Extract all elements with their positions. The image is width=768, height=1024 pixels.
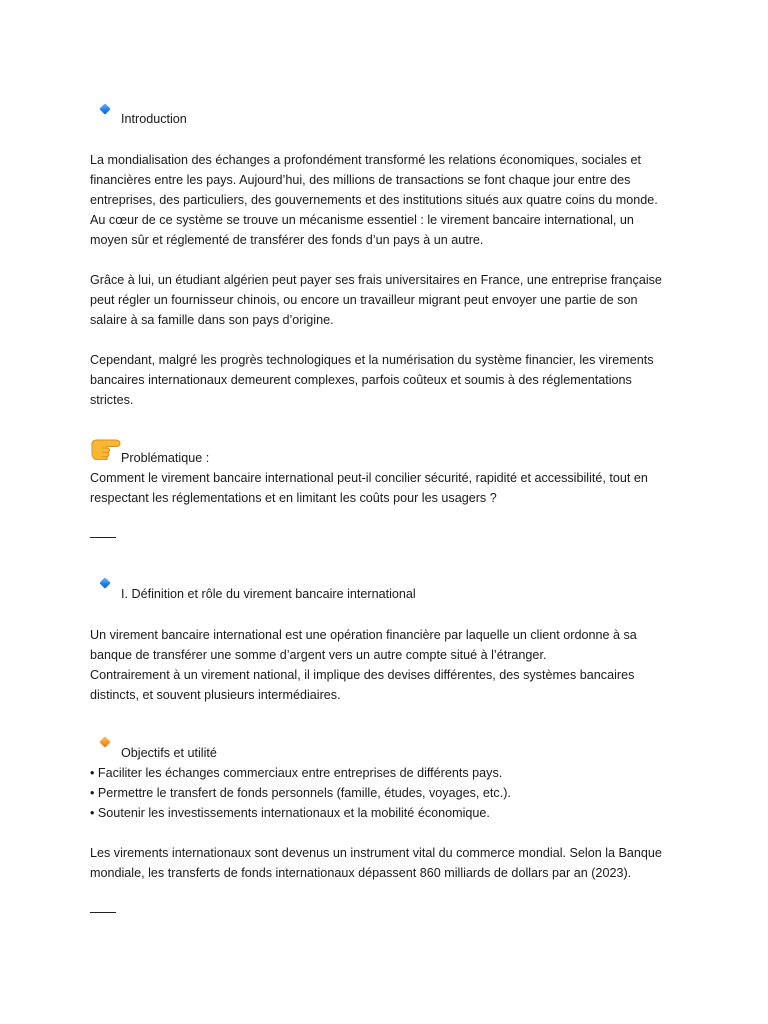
orange-diamond-icon [99,736,110,747]
text-line: salaire à sa famille dans son pays d’origine. [90,313,334,327]
problematique-question [90,468,680,508]
list-item: • Faciliter les échanges commerciaux entre entreprises de différents pays. [90,766,503,780]
text-line: respectant les réglementations et en limitant les coûts pour les usagers ? [90,491,497,505]
introduction-heading: Introduction [121,112,187,126]
text-line: peut régler un fournisseur chinois, ou encore un travailleur migrant peut envoyer une partie de son [90,293,638,307]
list-item: • Permettre le transfert de fonds personnels (famille, études, voyages, etc.). [90,786,511,800]
text-line: moyen sûr et réglementé de transférer des fonds d’un pays à un autre. [90,233,484,247]
section1-paragraph [90,625,680,705]
pointing-hand-icon [89,432,123,460]
text-line: Un virement bancaire international est une opération financière par laquelle un client ordonne à sa [90,628,637,642]
introduction-paragraph-2 [90,270,680,330]
text-line: entreprises, des particuliers, des gouvernements et des institutions situés aux quatre coins du monde. [90,193,658,207]
problematique-heading: Problématique : [121,451,210,465]
text-line: distincts, et souvent plusieurs intermédiaires. [90,688,341,702]
text-line: Au cœur de ce système se trouve un mécanisme essentiel : le virement bancaire international, un [90,213,634,227]
text-line: financières entre les pays. Aujourd’hui, des millions de transactions se font chaque jour entre des [90,173,631,187]
text-line: bancaires internationaux demeurent complexes, parfois coûteux et soumis à des réglementations [90,373,632,387]
text-line: Contrairement à un virement national, il implique des devises différentes, des systèmes bancaires [90,668,635,682]
objectifs-bullet-list [90,763,680,823]
text-line: Grâce à lui, un étudiant algérien peut payer ses frais universitaires en France, une entreprise française [90,273,662,287]
section-separator [90,537,116,538]
text-line: Les virements internationaux sont devenus un instrument vital du commerce mondial. Selon la Banque [90,846,662,860]
section1-heading: I. Définition et rôle du virement bancaire international [121,587,416,601]
blue-diamond-icon [99,103,110,114]
objectifs-closing-paragraph [90,843,680,883]
blue-diamond-icon [99,577,110,588]
section-separator [90,912,116,913]
introduction-paragraph-3 [90,350,680,410]
text-line: mondiale, les transferts de fonds internationaux dépassent 860 milliards de dollars par an (2023). [90,866,632,880]
text-line: banque de transférer une somme d’argent vers un autre compte situé à l’étranger. [90,648,547,662]
objectifs-heading: Objectifs et utilité [121,746,217,760]
text-line: strictes. [90,393,134,407]
text-line: La mondialisation des échanges a profondément transformé les relations économiques, sociales et [90,153,641,167]
text-line: Cependant, malgré les progrès technologiques et la numérisation du système financier, les virements [90,353,654,367]
text-line: Comment le virement bancaire international peut-il concilier sécurité, rapidité et accessibilité, tout en [90,471,648,485]
list-item: • Soutenir les investissements internationaux et la mobilité économique. [90,806,490,820]
introduction-paragraph-1 [90,150,680,250]
